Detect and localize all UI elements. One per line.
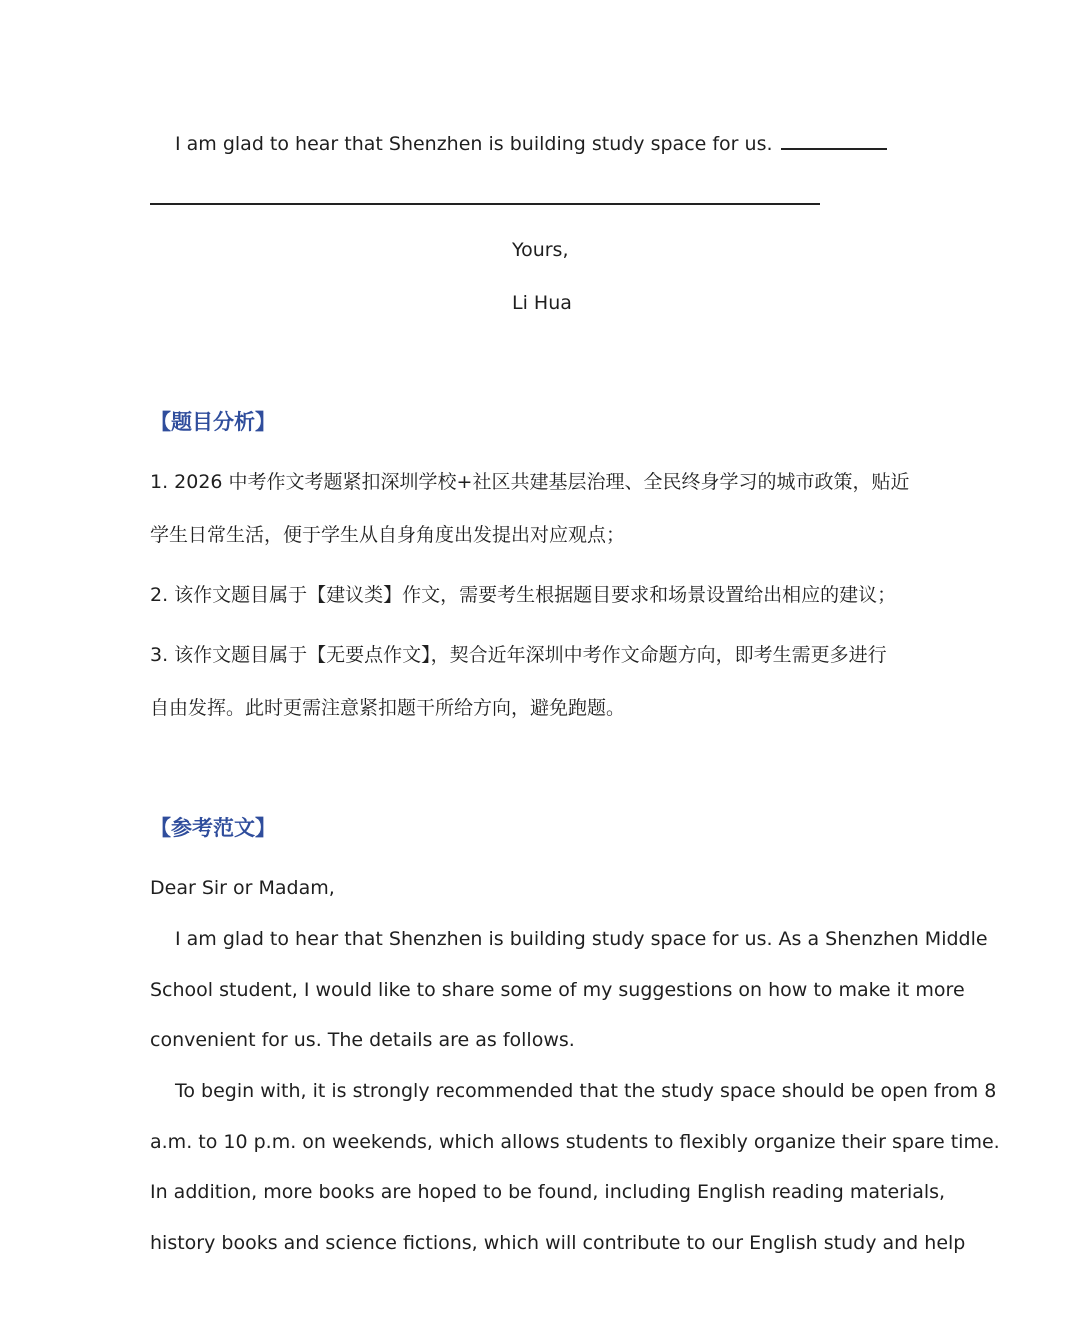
letter-closing: Yours, <box>512 239 569 261</box>
sample-essay-line: history books and science fictions, which will contribute to our English study and help <box>150 1232 966 1254</box>
sample-essay-line: In addition, more books are hoped to be found, including English reading materials, <box>150 1181 946 1203</box>
analysis-line: 2. 该作文题目属于【建议类】作文，需要考生根据题目要求和场景设置给出相应的建议； <box>150 584 897 606</box>
letter-opening-line <box>175 132 887 156</box>
answer-blank-line <box>150 203 820 205</box>
sample-essay-heading: 【参考范文】 <box>150 816 276 840</box>
sample-greeting: Dear Sir or Madam, <box>150 877 335 899</box>
analysis-line: 自由发挥。此时更需注意紧扣题干所给方向，避免跑题。 <box>150 697 626 719</box>
sample-essay-line: a.m. to 10 p.m. on weekends, which allows students to flexibly organize their spare time. <box>150 1131 1000 1153</box>
sample-essay-line: convenient for us. The details are as follows. <box>150 1029 575 1051</box>
letter-opening-sentence: I am glad to hear that Shenzhen is building study space for us. <box>175 133 773 155</box>
sample-essay-line: School student, I would like to share some of my suggestions on how to make it more <box>150 979 965 1001</box>
sample-essay-line: To begin with, it is strongly recommended that the study space should be open from 8 <box>175 1080 997 1102</box>
analysis-line: 学生日常生活，便于学生从自身角度出发提出对应观点； <box>150 524 626 546</box>
letter-signature: Li Hua <box>512 292 572 314</box>
sample-essay-line: I am glad to hear that Shenzhen is building study space for us. As a Shenzhen Middle <box>175 928 988 950</box>
answer-blank-inline <box>781 148 887 150</box>
analysis-line: 1. 2026 中考作文考题紧扣深圳学校+社区共建基层治理、全民终身学习的城市政策，贴近 <box>150 471 910 493</box>
analysis-heading: 【题目分析】 <box>150 410 276 434</box>
analysis-line: 3. 该作文题目属于【无要点作文】，契合近年深圳中考作文命题方向，即考生需更多进行 <box>150 644 887 666</box>
